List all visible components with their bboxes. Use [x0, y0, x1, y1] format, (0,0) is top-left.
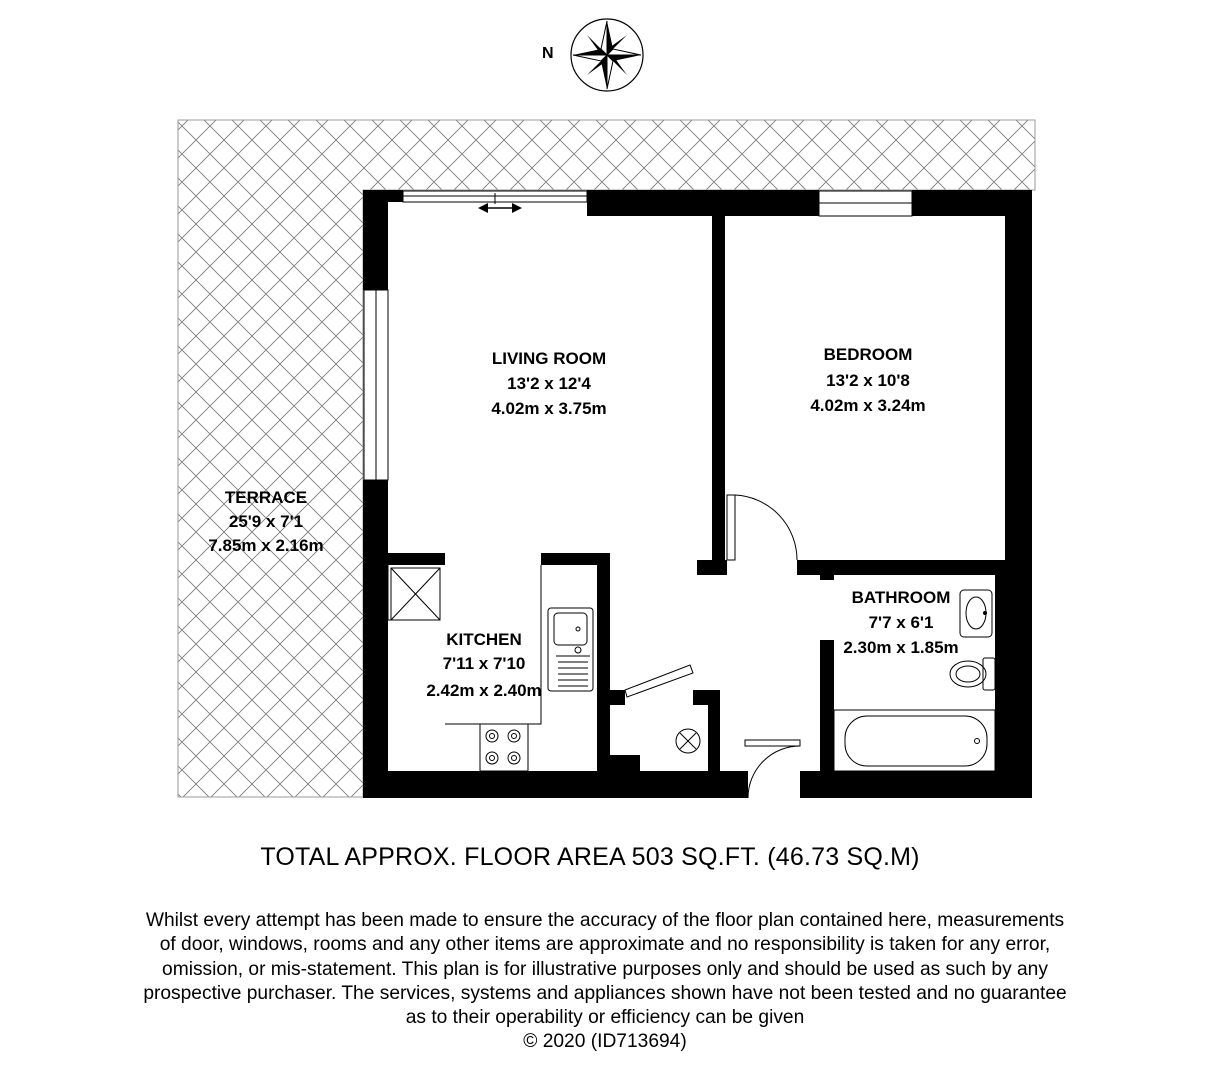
living-metric: 4.02m x 3.75m: [491, 399, 607, 418]
basin-icon: [960, 590, 992, 637]
hob-icon: [480, 724, 528, 771]
sink-icon: [548, 608, 593, 691]
toilet-icon: [950, 658, 995, 690]
bedroom-name: BEDROOM: [823, 345, 913, 364]
label-living-room: [491, 349, 606, 418]
total-floor-area: TOTAL APPROX. FLOOR AREA 503 SQ.FT. (46.73 SQ.M): [260, 843, 920, 871]
disclaimer-line: prospective purchaser. The services, systems and appliances shown have not been tested and no guarantee: [143, 982, 1067, 1004]
compass: [542, 19, 643, 91]
walls: [363, 190, 1032, 798]
disclaimer-line: omission, or mis-statement. This plan is for illustrative purposes only and should be used as such by any: [162, 958, 1048, 980]
label-bathroom: [843, 588, 958, 657]
terrace-metric: 7.85m x 2.16m: [208, 536, 324, 555]
copyright: © 2020 (ID713694): [523, 1031, 687, 1053]
disclaimer-line: as to their operability or efficiency can be given: [405, 1007, 805, 1029]
kitchen-name: KITCHEN: [446, 630, 522, 649]
disclaimer: [40, 909, 1170, 1055]
label-bedroom: [810, 345, 925, 415]
north-label: N: [542, 45, 554, 62]
kitchen-imperial: 7'11 x 7'10: [442, 654, 526, 673]
compass-rose-icon: [571, 19, 643, 91]
bathroom-name: BATHROOM: [851, 588, 951, 607]
bathroom-metric: 2.30m x 1.85m: [843, 638, 959, 657]
label-kitchen: [426, 630, 541, 700]
living-name: LIVING ROOM: [491, 349, 607, 368]
bedroom-metric: 4.02m x 3.24m: [810, 396, 926, 415]
bath-icon: [834, 710, 995, 771]
bedroom-imperial: 13'2 x 10'8: [826, 371, 910, 390]
disclaimer-line: Whilst every attempt has been made to ensure the accuracy of the floor plan contained here, measurements: [145, 910, 1065, 931]
boiler-icon: [676, 729, 700, 753]
kitchen-metric: 2.42m x 2.40m: [426, 681, 542, 700]
terrace-imperial: 25'9 x 7'1: [228, 512, 304, 531]
disclaimer-line: of door, windows, rooms and any other items are approximate and no responsibility is taken for any error,: [159, 934, 1051, 956]
living-imperial: 13'2 x 12'4: [507, 374, 591, 393]
windows: [364, 191, 912, 480]
bathroom-imperial: 7'7 x 6'1: [868, 613, 934, 632]
terrace-name: TERRACE: [224, 488, 308, 507]
